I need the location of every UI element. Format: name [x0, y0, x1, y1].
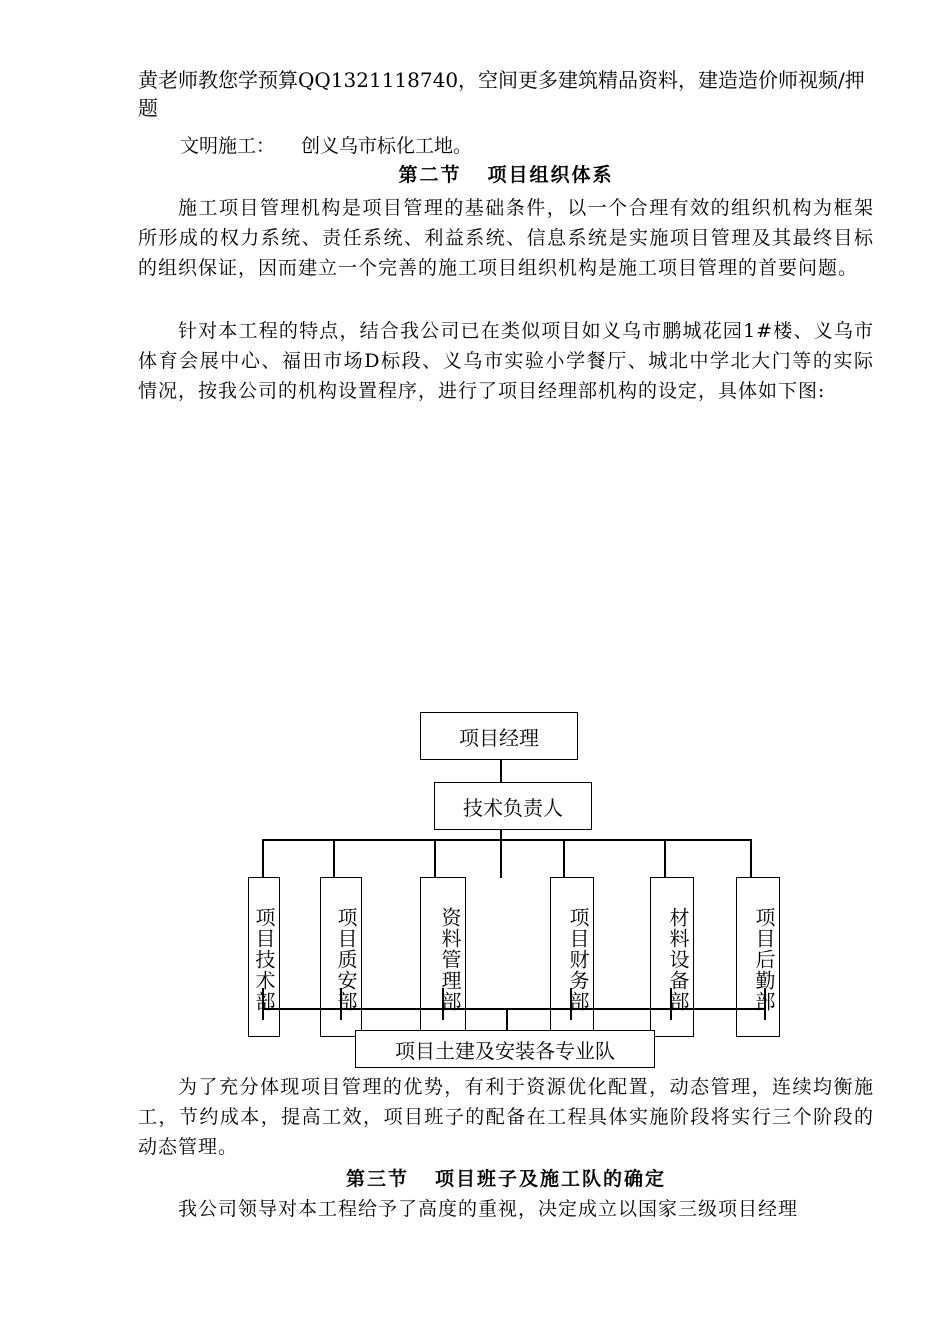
connector-tech-trunk — [500, 830, 502, 878]
team-box: 项目土建及安装各专业队 — [355, 1030, 655, 1068]
paragraph-2: 针对本工程的特点，结合我公司已在类似项目如义乌市鹏城花园1#楼、义乌市体育会展中心、福田市场D标段、义乌市实验小学餐厅、城北中学北大门等的实际情况，按我公司的机构设置程序，进行了项目经理部机构的设定，具体如下图: — [138, 320, 874, 402]
drop-1 — [262, 839, 264, 877]
civil-value: 创义乌市标化工地。 — [301, 135, 473, 157]
dept-materials: 材料设备部 — [650, 877, 694, 1037]
paragraph-1: 施工项目管理机构是项目管理的基础条件，以一个合理有效的组织机构为框架所形成的权力系统、责任系统、利益系统、信息系统是实施项目管理及其最终目标的组织保证，因而建立一个完善的施工项目组织机构是施工项目管理的首要问题。 — [138, 197, 874, 279]
section-2-number: 第二节 — [398, 164, 462, 186]
dept-logistics: 项目后勤部 — [736, 877, 780, 1037]
section-3-heading — [138, 1164, 874, 1194]
paragraph-4: 我公司领导对本工程给予了高度的重视，决定成立以国家三级项目经理 — [178, 1198, 799, 1220]
section-3-title: 项目班子及施工队的确定 — [435, 1168, 667, 1190]
manager-box: 项目经理 — [420, 712, 578, 760]
section-2-title: 项目组织体系 — [487, 164, 614, 186]
dept-documents: 资料管理部 — [420, 877, 466, 1037]
drop-6 — [750, 839, 752, 877]
connector-top-bus — [262, 839, 750, 841]
connector-manager-tech — [500, 760, 502, 782]
dept-finance: 项目财务部 — [550, 877, 594, 1037]
riser-4 — [506, 1008, 508, 1030]
drop-4 — [563, 839, 565, 877]
dept-technical: 项目技术部 — [248, 877, 280, 1037]
paragraph-3: 为了充分体现项目管理的优势，有利于资源优化配置，动态管理，连续均衡施工，节约成本，提高工效，项目班子的配备在工程具体实施阶段将实行三个阶段的动态管理。 — [138, 1076, 874, 1158]
section-3-number: 第三节 — [345, 1168, 409, 1190]
drop-2 — [333, 839, 335, 877]
drop-5 — [664, 839, 666, 877]
dept-quality-safety: 项目质安部 — [320, 877, 362, 1037]
civil-label: 文明施工： — [180, 135, 276, 157]
page-header: 黄老师教您学预算QQ1321118740，空间更多建筑精品资料，建造造价师视频/押题 — [138, 68, 865, 120]
drop-3 — [434, 839, 436, 877]
tech-lead-box: 技术负责人 — [434, 782, 592, 830]
